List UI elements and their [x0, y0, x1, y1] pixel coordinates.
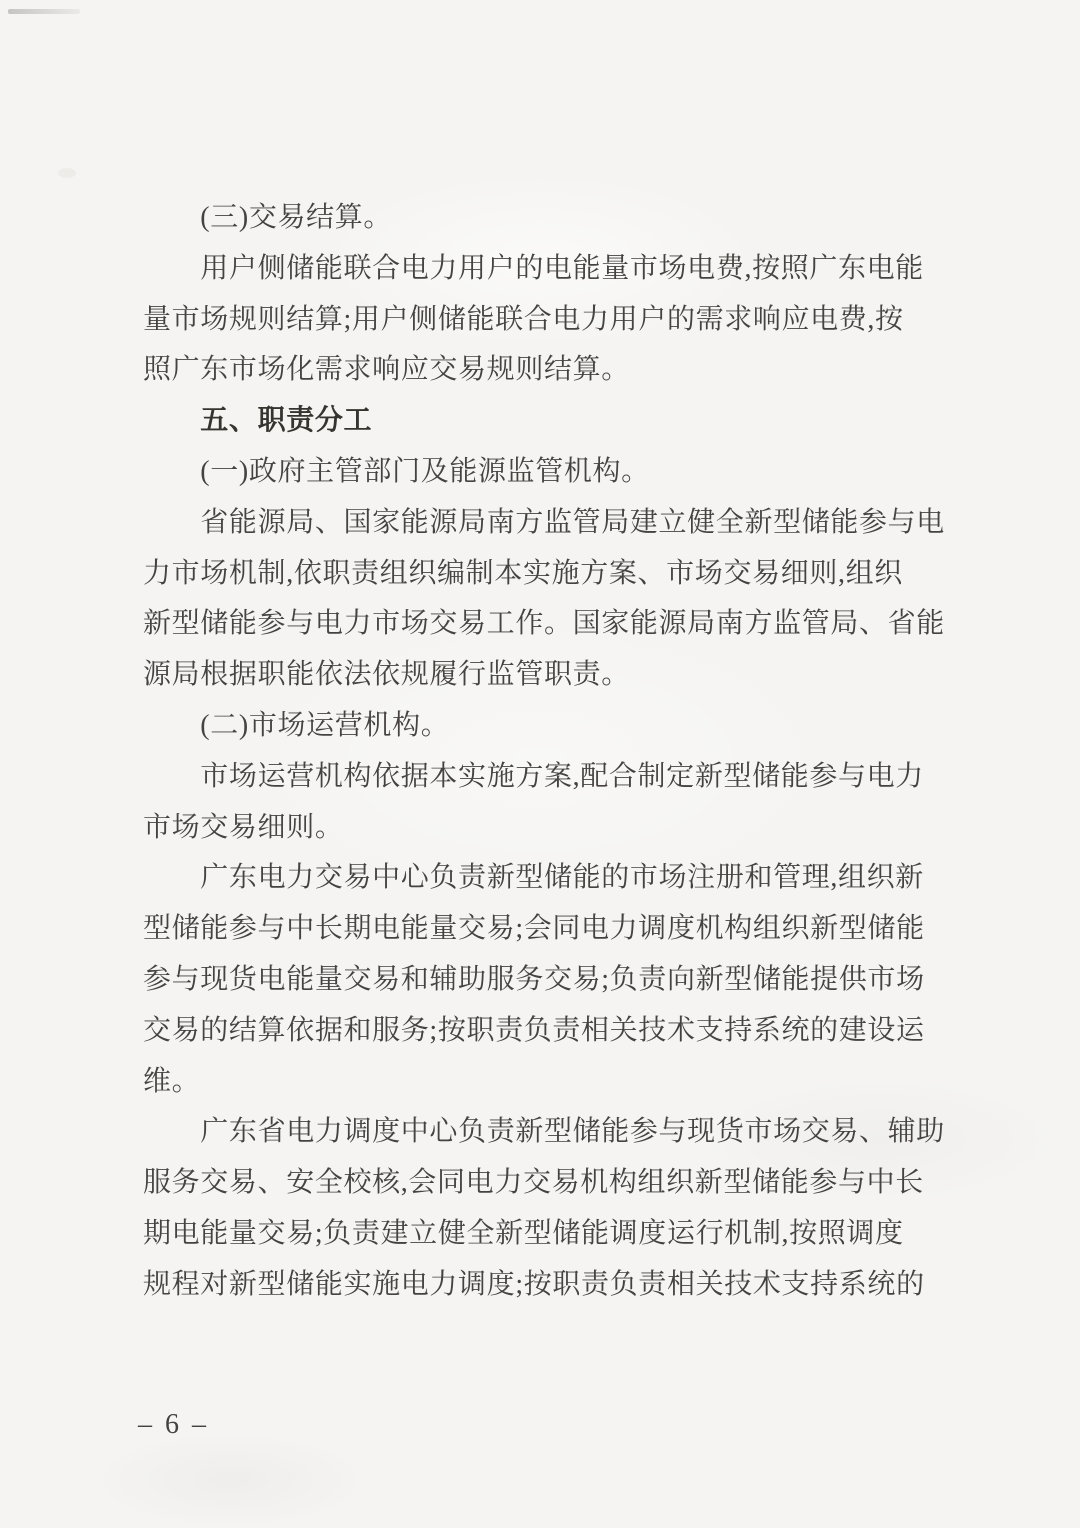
- text-line: 期电能量交易;负责建立健全新型储能调度运行机制,按照调度: [143, 1217, 904, 1249]
- page-number: – 6 –: [138, 1409, 209, 1440]
- text-line: (三)交易结算。: [200, 202, 393, 233]
- document-body: [143, 193, 945, 1311]
- text-line: 量市场规则结算;用户侧储能联合电力用户的需求响应电费,按: [143, 303, 904, 335]
- text-line: 用户侧储能联合电力用户的电能量市场电费,按照广东电能: [200, 252, 924, 284]
- scan-artifact-line: [8, 9, 80, 14]
- text-line: 维。: [143, 1065, 201, 1097]
- text-line: 新型储能参与电力市场交易工作。国家能源局南方监管局、省能: [143, 608, 945, 640]
- text-line: 广东省电力调度中心负责新型储能参与现货市场交易、辅助: [200, 1116, 945, 1148]
- text-line: 力市场机制,依职责组织编制本实施方案、市场交易细则,组织: [143, 557, 903, 589]
- text-line: 源局根据职能依法依规履行监管职责。: [143, 659, 630, 691]
- text-line: (一)政府主管部门及能源监管机构。: [200, 455, 650, 487]
- text-line: 型储能参与中长期电能量交易;会同电力调度机构组织新型储能: [143, 913, 925, 945]
- text-line: 省能源局、国家能源局南方监管局建立健全新型储能参与电: [200, 506, 945, 538]
- text-line: 服务交易、安全校核,会同电力交易机构组织新型储能参与中长: [143, 1167, 924, 1199]
- text-line: 参与现货电能量交易和辅助服务交易;负责向新型储能提供市场: [143, 963, 925, 995]
- text-line: (二)市场运营机构。: [200, 709, 450, 741]
- text-line: 广东电力交易中心负责新型储能的市场注册和管理,组织新: [200, 862, 924, 894]
- text-line: 照广东市场化需求响应交易规则结算。: [143, 354, 630, 386]
- text-line: 市场运营机构依据本实施方案,配合制定新型储能参与电力: [200, 760, 924, 792]
- text-line: 市场交易细则。: [143, 811, 344, 843]
- text-line: 规程对新型储能实施电力调度;按职责负责相关技术支持系统的: [143, 1268, 925, 1300]
- scan-smudge: [58, 168, 76, 178]
- text-line: 交易的结算依据和服务;按职责负责相关技术支持系统的建设运: [143, 1014, 925, 1046]
- section-heading-line: 五、职责分工: [200, 405, 373, 437]
